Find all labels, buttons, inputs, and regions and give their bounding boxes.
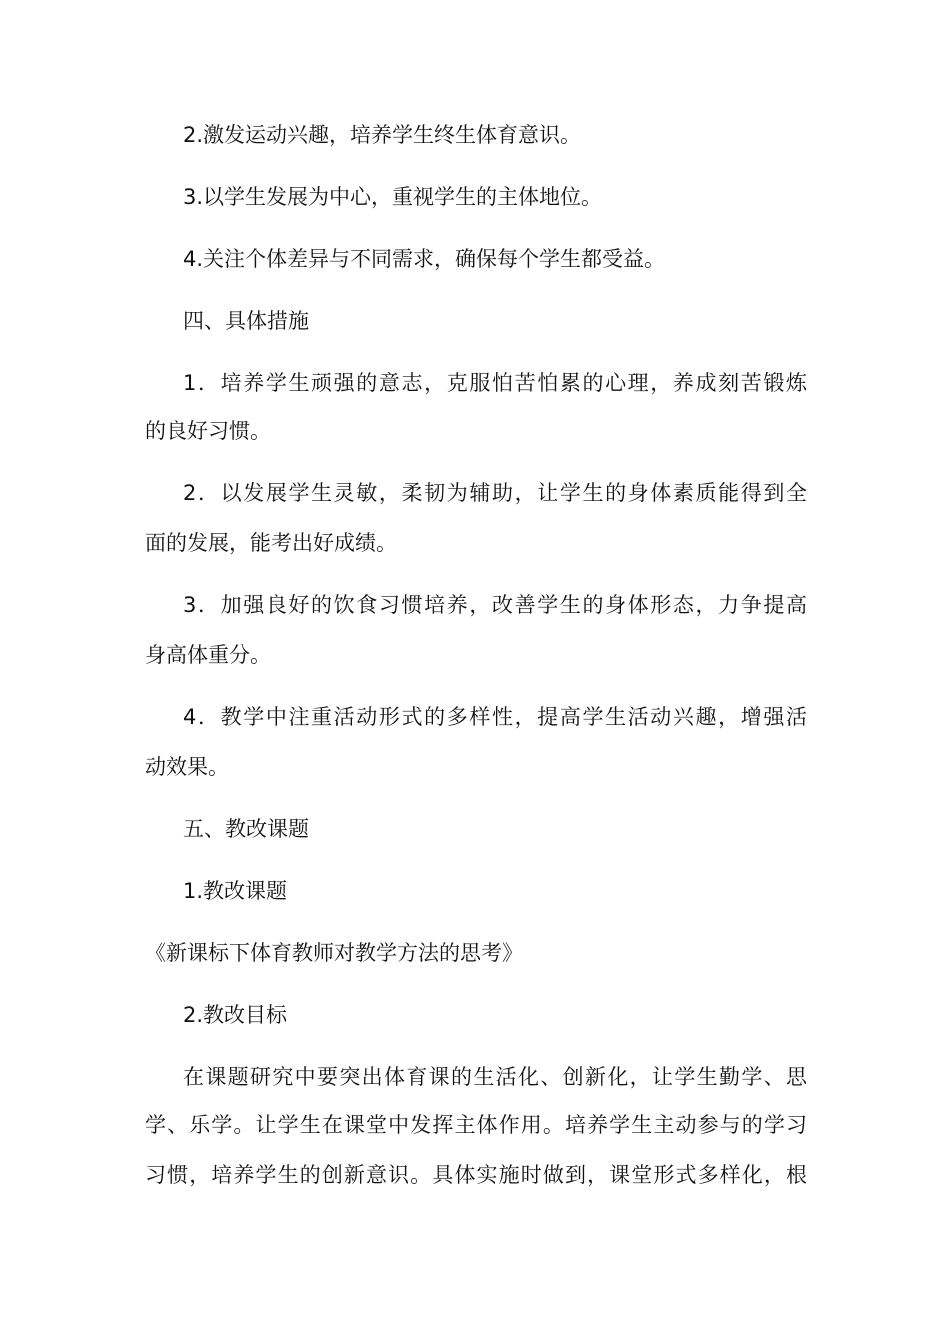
- reform-goal-line-2: 学、乐学。让学生在课堂中发挥主体作用。培养学生主动参与的学习: [145, 1113, 807, 1137]
- measure-item-4-line-2: 动效果。: [145, 755, 229, 779]
- goal-item-4: 4.关注个体差异与不同需求，确保每个学生都受益。: [183, 247, 666, 271]
- reform-subheading-1: 1.教改课题: [183, 879, 288, 903]
- section-heading-reform: 五、教改课题: [183, 817, 309, 841]
- measure-item-3-line-1: 3．加强良好的饮食习惯培养，改善学生的身体形态，力争提高: [183, 593, 807, 617]
- goal-item-2: 2.激发运动兴趣，培养学生终生体育意识。: [183, 123, 582, 147]
- reform-topic-title: 《新课标下体育教师对教学方法的思考》: [145, 941, 523, 965]
- measure-item-2-line-1: 2．以发展学生灵敏，柔韧为辅助，让学生的身体素质能得到全: [183, 481, 807, 505]
- reform-subheading-2: 2.教改目标: [183, 1003, 288, 1027]
- measure-item-3-line-2: 身高体重分。: [145, 643, 271, 667]
- section-heading-measures: 四、具体措施: [183, 309, 309, 333]
- measure-item-4-line-1: 4．教学中注重活动形式的多样性，提高学生活动兴趣，增强活: [183, 705, 807, 729]
- measure-item-1-line-2: 的良好习惯。: [145, 419, 271, 443]
- reform-goal-line-3: 习惯，培养学生的创新意识。具体实施时做到，课堂形式多样化，根: [145, 1163, 807, 1187]
- measure-item-1-line-1: 1．培养学生顽强的意志，克服怕苦怕累的心理，养成刻苦锻炼: [183, 371, 807, 395]
- goal-item-3: 3.以学生发展为中心，重视学生的主体地位。: [183, 185, 603, 209]
- measure-item-2-line-2: 面的发展，能考出好成绩。: [145, 531, 397, 555]
- reform-goal-line-1: 在课题研究中要突出体育课的生活化、创新化，让学生勤学、思: [183, 1065, 807, 1089]
